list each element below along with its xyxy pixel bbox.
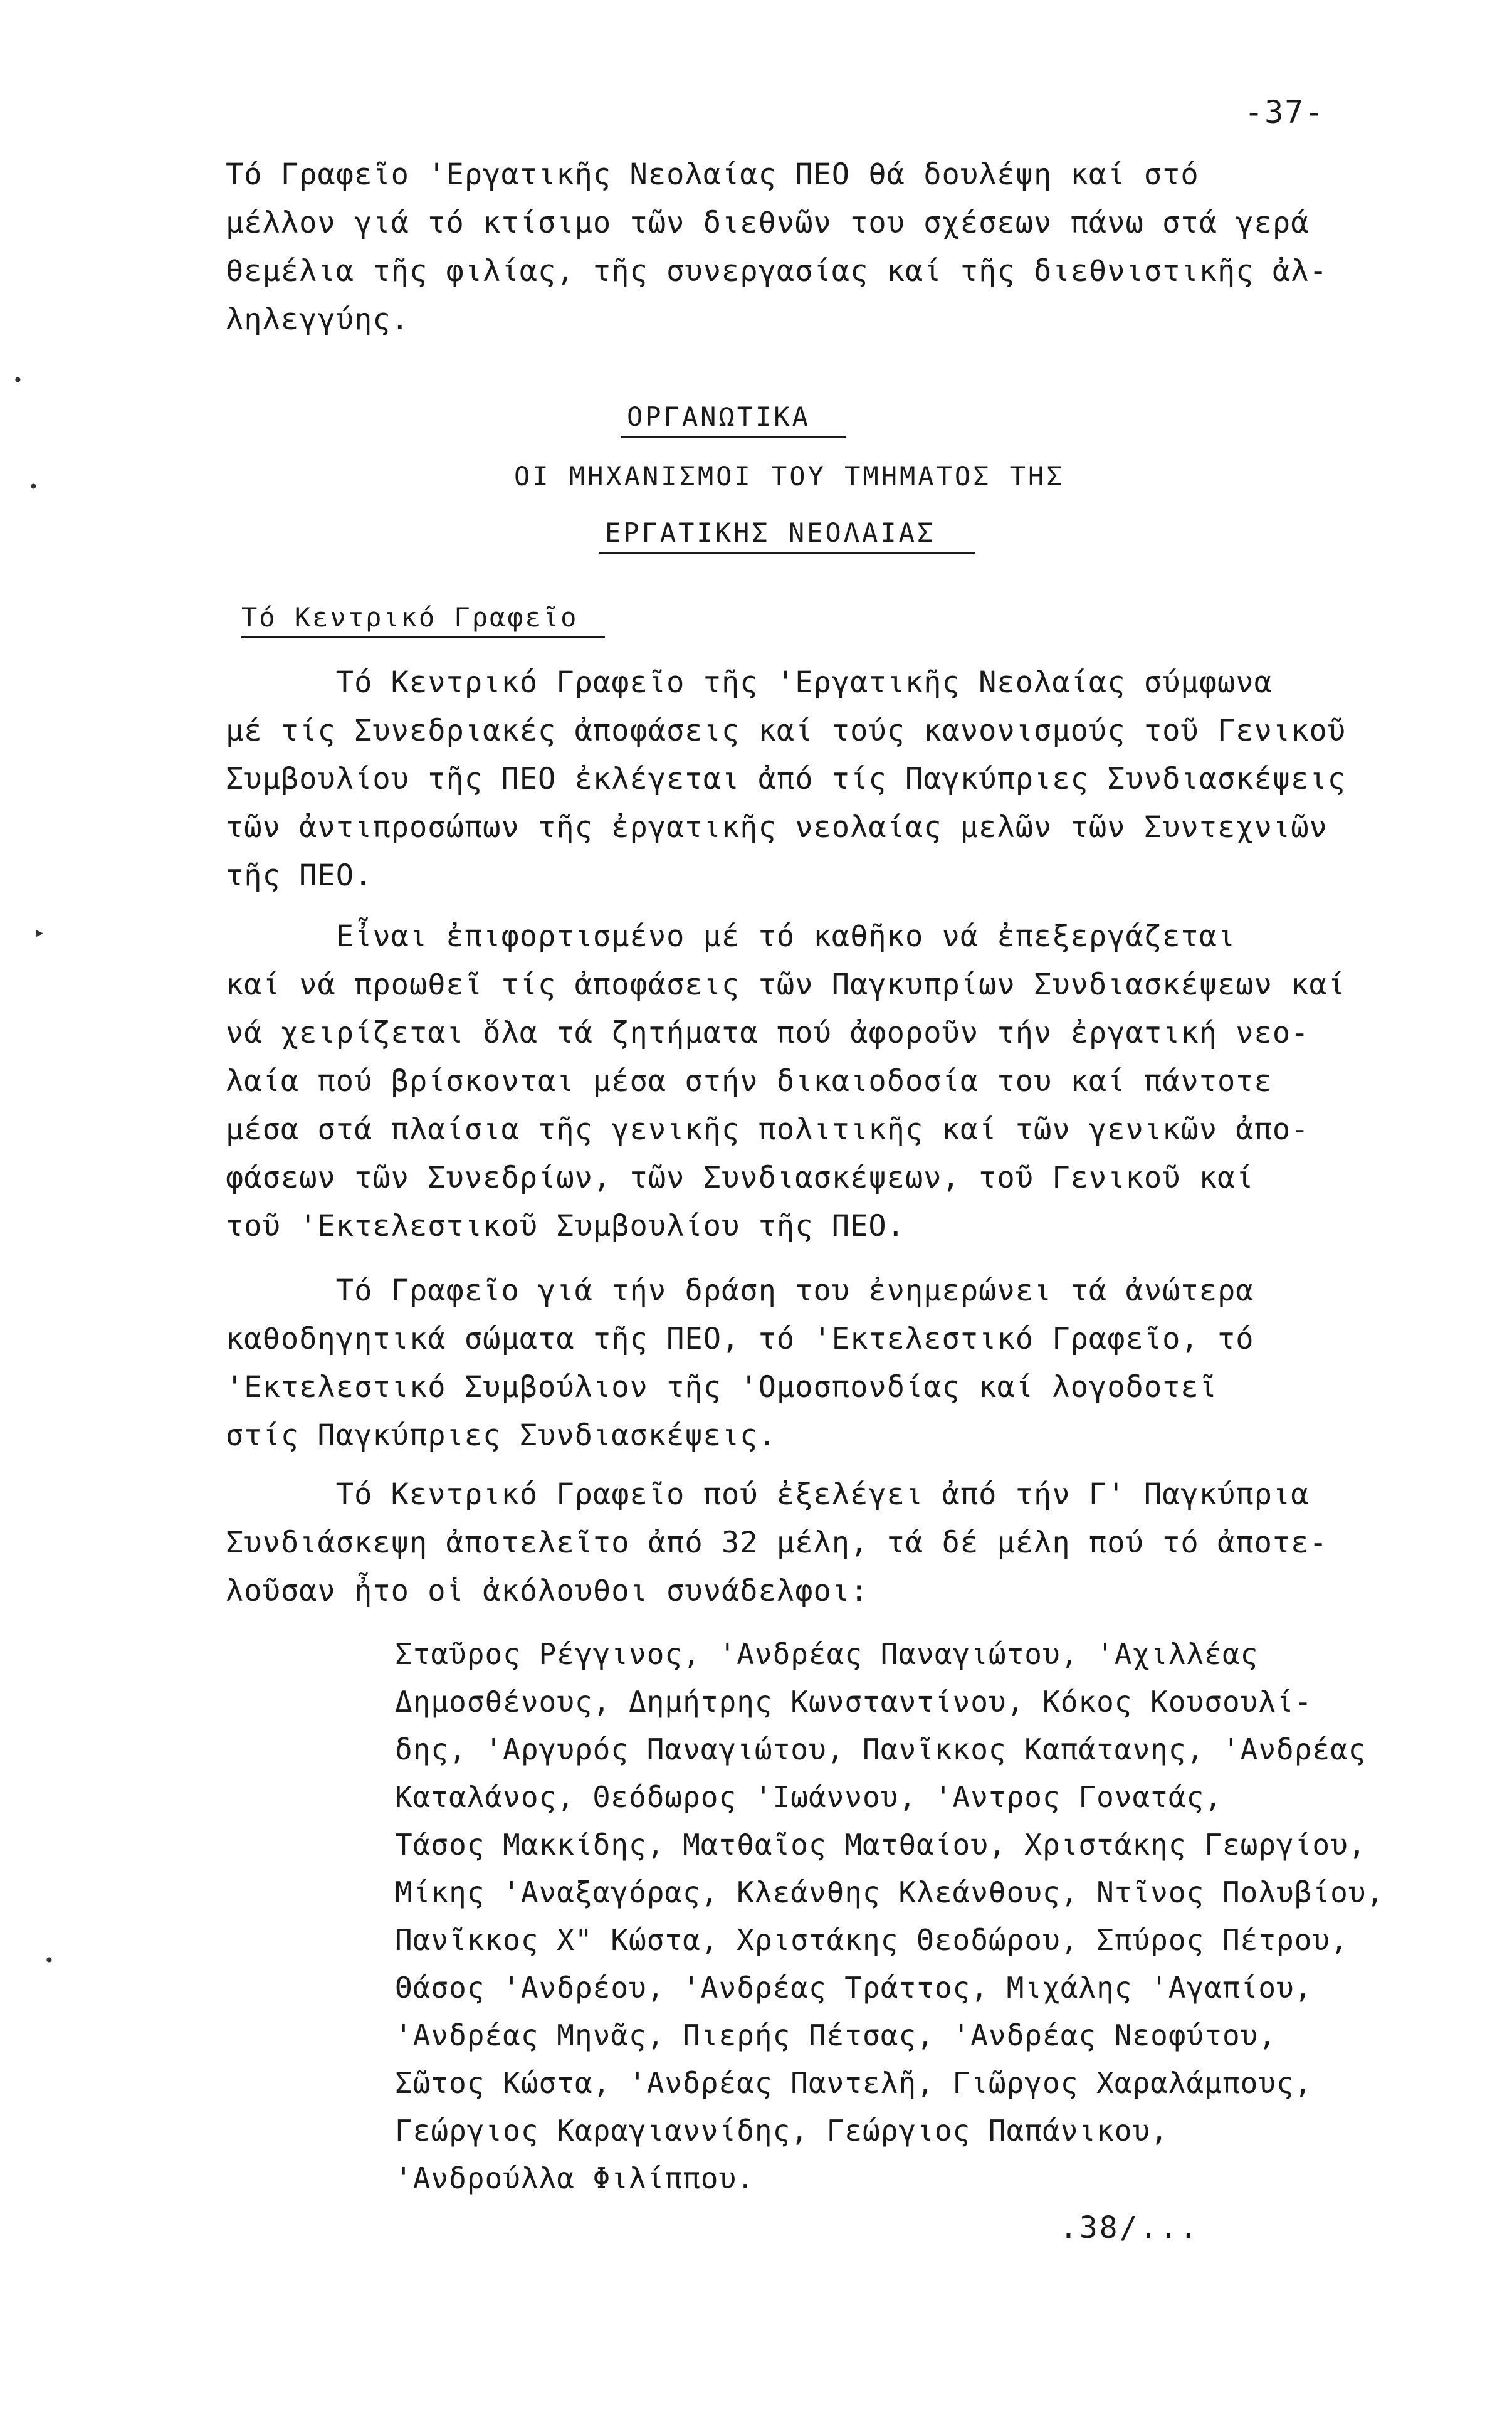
text-line: Τό Κεντρικό Γραφεῖο πού ἐξελέγει ἀπό τήν Γ' Παγκύπρια xyxy=(226,1477,1310,1512)
text-line: λαία πού βρίσκονται μέσα στήν δικαιοδοσία του καί πάντοτε xyxy=(226,1064,1273,1099)
page-number: -37- xyxy=(1244,94,1325,130)
text-line: Συμβουλίου τῆς ΠΕΟ ἐκλέγεται ἀπό τίς Παγκύπριες Συνδιασκέψεις xyxy=(226,762,1347,796)
paragraph-duties xyxy=(226,912,1417,1250)
paragraph-members-intro xyxy=(226,1470,1417,1615)
section-heading-youth: ΕΡΓΑΤΙΚΗΣ ΝΕΟΛΑΙΑΣ xyxy=(605,517,936,548)
subheading-underline xyxy=(241,636,605,638)
text-line: λοῦσαν ἦτο οἱ ἀκόλουθοι συνάδελφοι: xyxy=(226,1574,869,1608)
text-line: φάσεων τῶν Συνεδρίων, τῶν Συνδιασκέψεων, τοῦ Γενικοῦ καί xyxy=(226,1161,1254,1195)
list-item: Τάσος Μακκίδης, Ματθαῖος Ματθαίου, Χριστάκης Γεωργίου, xyxy=(395,1828,1367,1862)
text-line: μέλλον γιά τό κτίσιμο τῶν διεθνῶν του σχέσεων πάνω στά γερά xyxy=(226,206,1310,240)
text-line: τῶν ἀντιπροσώπων τῆς ἐργατικῆς νεολαίας μελῶν τῶν Συντεχνιῶν xyxy=(226,810,1328,845)
text-line: καί νά προωθεῖ τίς ἀποφάσεις τῶν Παγκυπρίων Συνδιασκέψεων καί xyxy=(226,967,1347,1002)
list-item: Θάσος 'Ανδρέου, 'Ανδρέας Τράττος, Μιχάλης 'Αγαπίου, xyxy=(395,1971,1313,2005)
text-line: Τό Γραφεῖο 'Εργατικῆς Νεολαίας ΠΕΟ θά δουλέψη καί στό xyxy=(226,157,1199,192)
continuation-marker: .38/... xyxy=(1059,2210,1200,2245)
margin-dot: ▸ xyxy=(34,922,45,942)
text-line: Εἶναι ἐπιφορτισμένο μέ τό καθῆκο νά ἐπεξεργάζεται xyxy=(226,919,1236,954)
section-heading-organotika: ΟΡΓΑΝΩΤΙΚΑ xyxy=(627,401,811,432)
text-line: τῆς ΠΕΟ. xyxy=(226,858,373,893)
text-line: μέ τίς Συνεδριακές ἀποφάσεις καί τούς κανονισμούς τοῦ Γενικοῦ xyxy=(226,714,1347,748)
list-item: Πανῖκκος Χ" Κώστα, Χριστάκης Θεοδώρου, Σπύρος Πέτρου, xyxy=(395,1923,1348,1957)
text-line: τοῦ 'Εκτελεστικοῦ Συμβουλίου τῆς ΠΕΟ. xyxy=(226,1209,905,1243)
text-line: θεμέλια τῆς φιλίας, τῆς συνεργασίας καί τῆς διεθνιστικῆς ἀλ- xyxy=(226,254,1328,288)
paragraph-central-office xyxy=(226,658,1417,900)
margin-dot: • xyxy=(44,1950,55,1971)
text-line: καθοδηγητικά σώματα τῆς ΠΕΟ, τό 'Εκτελεστικό Γραφεῖο, τό xyxy=(226,1322,1254,1356)
list-item: Μίκης 'Αναξαγόρας, Κλεάνθης Κλεάνθους, Ντῖνος Πολυβίου, xyxy=(395,1875,1385,1909)
text-line: ληλεγγύης. xyxy=(226,302,409,337)
text-line: στίς Παγκύπριες Συνδιασκέψεις. xyxy=(226,1418,777,1453)
list-item: Δημοσθένους, Δημήτρης Κωνσταντίνου, Κόκος Κουσουλί- xyxy=(395,1685,1313,1719)
list-item: Σταῦρος Ρέγγινος, 'Ανδρέας Παναγιώτου, 'Αχιλλέας xyxy=(395,1637,1259,1671)
list-item: Σῶτος Κώστα, 'Ανδρέας Παντελῆ, Γιῶργος Χαραλάμπους, xyxy=(395,2066,1313,2100)
text-line: Συνδιάσκεψη ἀποτελεῖτο ἀπό 32 μέλη, τά δέ μέλη πού τό ἀποτε- xyxy=(226,1526,1328,1560)
heading-underline xyxy=(621,436,846,438)
section-heading-mechanisms: ΟΙ ΜΗΧΑΝΙΣΜΟΙ ΤΟΥ ΤΜΗΜΑΤΟΣ ΤΗΣ xyxy=(514,461,1065,492)
margin-dot: • xyxy=(28,477,39,497)
list-item: 'Ανδρέας Μηνᾶς, Πιερής Πέτσας, 'Ανδρέας Νεοφύτου, xyxy=(395,2018,1277,2052)
text-line: 'Εκτελεστικό Συμβούλιον τῆς 'Ομοσπονδίας καί λογοδοτεῖ xyxy=(226,1370,1218,1405)
intro-paragraph xyxy=(226,150,1417,344)
text-line: νά χειρίζεται ὅλα τά ζητήματα πού ἀφοροῦν τήν ἐργατική νεο- xyxy=(226,1016,1310,1050)
members-list xyxy=(395,1630,1461,2202)
text-line: μέσα στά πλαίσια τῆς γενικῆς πολιτικῆς καί τῶν γενικῶν ἀπο- xyxy=(226,1112,1310,1147)
list-item: 'Ανδρούλλα Φιλίππου. xyxy=(395,2161,755,2195)
list-item: δης, 'Αργυρός Παναγιώτου, Πανῖκκος Καπάτανης, 'Ανδρέας xyxy=(395,1732,1367,1766)
paragraph-reporting xyxy=(226,1267,1417,1460)
text-line: Τό Γραφεῖο γιά τήν δράση του ἐνημερώνει τά ἀνώτερα xyxy=(226,1273,1254,1308)
list-item: Γεώργιος Καραγιαννίδης, Γεώργιος Παπάνικου, xyxy=(395,2114,1168,2148)
list-item: Καταλάνος, Θεόδωρος 'Ιωάννου, 'Αντρος Γονατάς, xyxy=(395,1780,1222,1814)
text-line: Τό Κεντρικό Γραφεῖο τῆς 'Εργατικῆς Νεολαίας σύμφωνα xyxy=(226,665,1273,700)
heading-underline xyxy=(599,552,975,554)
margin-dot: • xyxy=(13,370,23,391)
subheading-central-office: Τό Κεντρικό Γραφεῖο xyxy=(241,602,579,633)
